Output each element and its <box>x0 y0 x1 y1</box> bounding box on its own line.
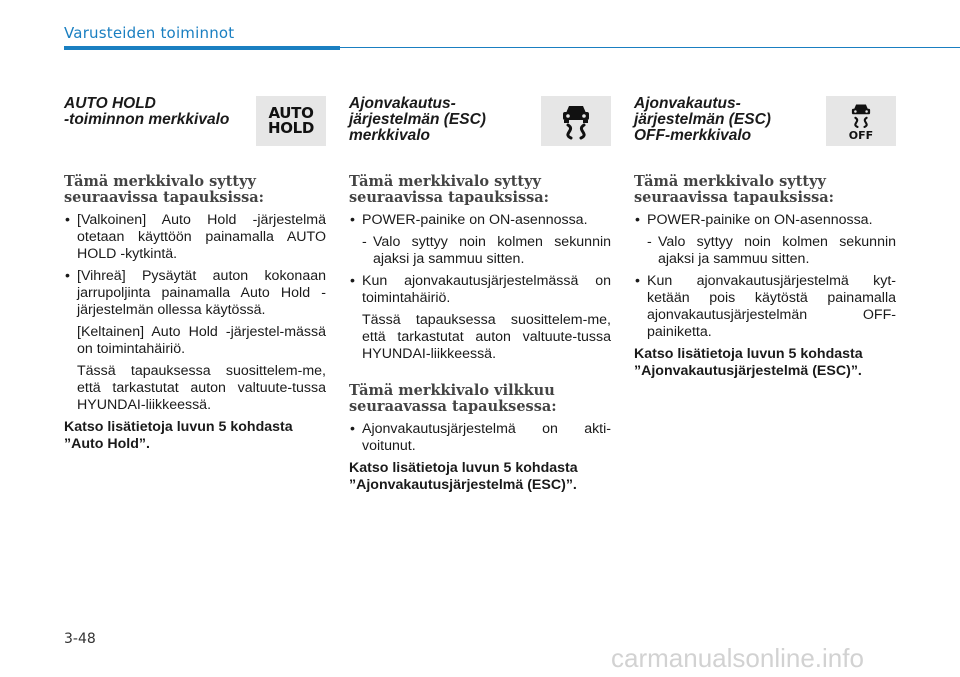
list-item: • POWER-painike on ON-asennossa. <box>634 212 896 229</box>
bullet-list <box>349 273 611 307</box>
esc-indicator <box>541 96 611 146</box>
column-header <box>634 96 896 154</box>
esc-off-indicator-text: OFF <box>848 129 874 142</box>
list-item: • POWER-painike on ON-asennossa. <box>349 212 611 229</box>
esc-skid-car-icon <box>556 101 596 141</box>
esc-off-icon-stack <box>847 101 875 141</box>
esc-off-icon <box>847 101 875 129</box>
paragraph: [Keltainen] Auto Hold -järjestel-mässä on toimintahäiriö. <box>77 324 326 357</box>
column-auto-hold <box>64 96 326 453</box>
header-accent-bar <box>64 46 340 50</box>
bullet-list <box>634 212 896 229</box>
paragraph: Tässä tapauksessa suosittelem-me, että tarkastutat auton valtuute-tussa HYUNDAI-liikkeessä. <box>362 312 611 362</box>
list-item: • [Valkoinen] Auto Hold -järjestelmä otetaan käyttöön painamalla AUTO HOLD -kytkintä. <box>64 212 326 263</box>
reference-note: Katso lisätietoja luvun 5 kohdasta ”Ajonvakautusjärjestelmä (ESC)”. <box>634 346 863 379</box>
sub-heading: Tämä merkkivalo vilkkuu seuraavassa tapauksessa: <box>349 382 557 415</box>
reference-note: Katso lisätietoja luvun 5 kohdasta ”Ajonvakautusjärjestelmä (ESC)”. <box>349 460 578 493</box>
bullet-list <box>349 212 611 229</box>
bullet-list <box>634 273 896 341</box>
auto-hold-indicator-text: AUTO HOLD <box>267 104 315 137</box>
bullet-list <box>349 421 611 455</box>
list-item: • Ajonvakautusjärjestelmä on akti-voitunut. <box>349 421 611 455</box>
dash-item: - Valo syttyy noin kolmen sekunnin ajaksi ja sammuu sitten. <box>349 234 611 268</box>
sub-heading: Tämä merkkivalo syttyy seuraavissa tapauksissa: <box>349 173 550 206</box>
dash-item: - Valo syttyy noin kolmen sekunnin ajaksi ja sammuu sitten. <box>634 234 896 268</box>
paragraph: Tässä tapauksessa suosittelem-me, että tarkastutat auton valtuute-tussa HYUNDAI-liikkeessä. <box>77 363 326 413</box>
auto-hold-title: AUTO HOLD -toiminnon merkkivalo <box>64 95 230 128</box>
esc-title: Ajonvakautus- järjestelmän (ESC) merkkivalo <box>349 95 486 144</box>
list-item: • Kun ajonvakautusjärjestelmä kyt-ketään pois käytöstä painamalla ajonvakautusjärjestelmän OFF-painiketta. <box>634 273 896 341</box>
auto-hold-indicator-icon <box>256 96 326 146</box>
list-item: • Kun ajonvakautusjärjestelmässä on toimintahäiriö. <box>349 273 611 307</box>
watermark-text: carmanualsonline.info <box>611 643 864 673</box>
column-esc <box>349 96 611 494</box>
page-number: 3-48 <box>64 631 96 647</box>
sub-heading: Tämä merkkivalo syttyy seuraavissa tapauksissa: <box>64 173 265 206</box>
header-rule <box>340 47 960 48</box>
sub-heading: Tämä merkkivalo syttyy seuraavissa tapauksissa: <box>634 173 835 206</box>
list-item: • [Vihreä] Pysäytät auton kokonaan jarrupoljinta painamalla Auto Hold -järjestelmän ollessa käytössä. <box>64 268 326 319</box>
esc-off-title: Ajonvakautus- järjestelmän (ESC) OFF-merkkivalo <box>634 95 771 144</box>
esc-off-indicator <box>826 96 896 146</box>
bullet-list <box>64 212 326 319</box>
column-header <box>64 96 326 154</box>
column-esc-off <box>634 96 896 380</box>
section-title: Varusteiden toiminnot <box>64 24 235 42</box>
column-header <box>349 96 611 154</box>
reference-note: Katso lisätietoja luvun 5 kohdasta ”Auto Hold”. <box>64 419 293 452</box>
